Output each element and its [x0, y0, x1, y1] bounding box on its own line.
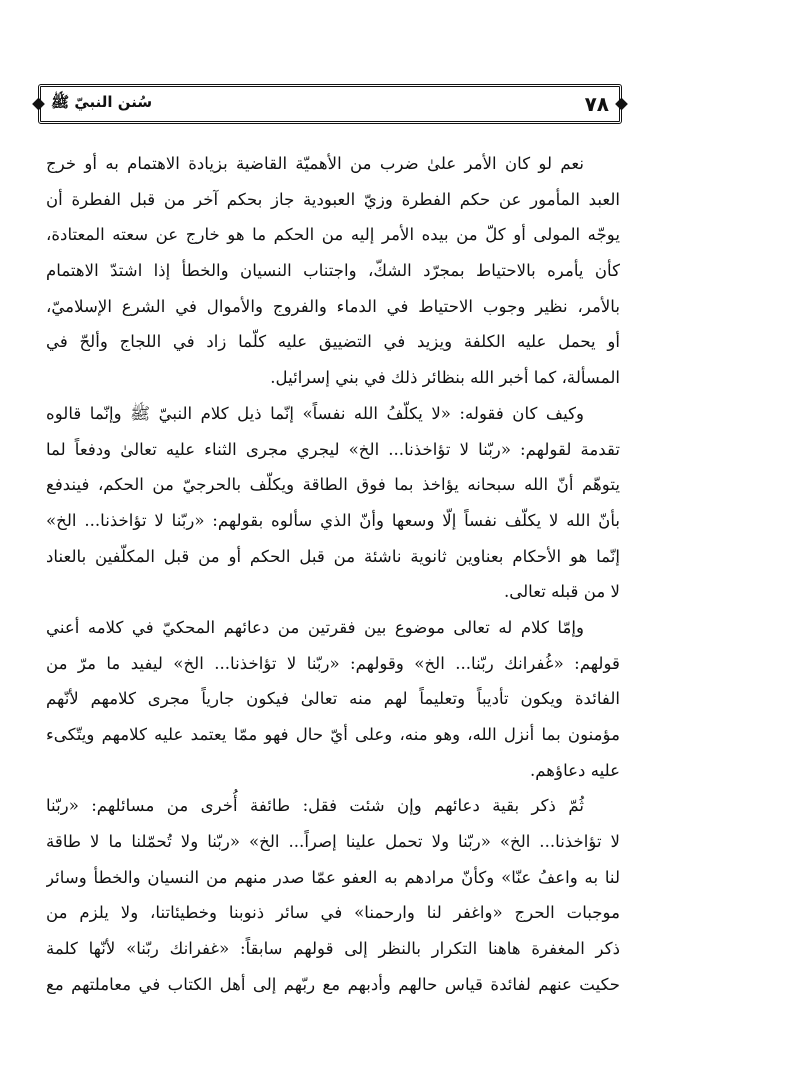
text-line: عليه دعاؤهم. — [529, 760, 620, 780]
text-line: يتوهّم أنّ الله سبحانه يؤاخذ بما فوق الطاقة ويكلّف بالحرجيّ من الحكم، فيندفع — [46, 475, 620, 495]
text-line: لا من قبله تعالى. — [504, 582, 620, 602]
text-line: موجبات الحرج «واغفر لنا وارحمنا» في سائر ذنوبنا وخطيئاتنا، ولا يلزم من — [46, 903, 620, 923]
text-line: ثُمّ ذكر بقية دعائهم وإن شئت فقل: طائفة أُخرى من مسائلهم: «ربّنا — [46, 796, 584, 816]
text-line: ذكر المغفرة هاهنا التكرار بالنظر إلى قولهم سابقاً: «غفرانك ربّنا» لأنّها كلمة — [46, 939, 620, 959]
text-line: مؤمنون بما أنزل الله، وهو منه، وعلى أيّ حال فهو ممّا يعتمد عليه كلامهم ويتّكىء — [46, 725, 620, 744]
text-line: لنا به واعفُ عنّا» وكأنّ مرادهم به العفو عمّا صدر منهم من النسيان والخطأ وسائر — [46, 867, 620, 887]
running-header-inner — [51, 87, 609, 121]
text-line: قولهم: «غُفرانك ربّنا... الخ» وقولهم: «ربّنا لا تؤاخذنا... الخ» ليفيد ما مرّ من — [46, 653, 620, 673]
text-line: بأنّ الله لا يكلّف نفساً إلّا وسعها وأنّ الذي سألوه بقولهم: «ربّنا لا تؤاخذنا... الخ» — [46, 510, 620, 530]
text-line: تقدمة لقولهم: «ربّنا لا تؤاخذنا... الخ» ليجري مجرى الثناء عليه تعالىٰ ودفعاً لما — [46, 439, 620, 459]
text-line: لا تؤاخذنا... الخ» «ربّنا ولا تحمل علينا إصراً... الخ» «ربّنا ولا تُحمّلنا ما لا طاقة — [46, 832, 620, 852]
text-line: كأن يأمره بالاحتياط بمجرّد الشكّ، واجتناب النسيان والخطأ إذا اشتدّ الاهتمام — [46, 261, 620, 281]
text-line: وكيف كان فقوله: «لا يكلّفُ الله نفساً» إنّما ذيل كلام النبيّ ﷺ وإنّما قالوه — [46, 403, 584, 423]
text-line: حكيت عنهم لفائدة قياس حالهم وأدبهم مع ربّهم إلى أهل الكتاب في معاملتهم مع — [46, 974, 620, 994]
text-line: نعم لو كان الأمر علىٰ ضرب من الأهميّة القاضية بزيادة الاهتمام به أو خرج — [46, 154, 584, 173]
running-title: سُنن النبيّ ﷺ — [51, 93, 153, 111]
text-line: وإمّا كلام له تعالى موضوع بين فقرتين من دعائهم المحكيّ في كلامه أعني — [46, 617, 584, 637]
text-line: إنّما هو الأحكام بعناوين ثانوية ناشئة من قبل الحكم أو من قبل المكلّفين بالعناد — [46, 546, 620, 566]
text-line: الفائدة ويكون تأديباً وتعليماً لهم منه تعالىٰ فيكون جارياً مجرى كلامهم لأنّهم — [46, 689, 620, 709]
page-number: ٧٨ — [584, 92, 609, 116]
text-line: المسألة، كما أخبر الله بنظائر ذلك في بني إسرائيل. — [270, 368, 620, 388]
text-line: بالأمر، نظير وجوب الاحتياط في الدماء والفروج والأموال في الشرع الإسلاميّ، — [46, 296, 620, 316]
text-line: العبد المأمور عن حكم الفطرة وزيّ العبودية جاز بحكم آخر من قبل الفطرة أن — [46, 189, 620, 209]
text-line: يوجّه المولى أو كلّ من بيده الأمر إليه من الحكم ما هو خارج عن سعته المعتادة، — [46, 225, 620, 245]
running-header — [38, 84, 622, 124]
text-line: أو يحمل عليه الكلفة ويزيد في التضييق عليه كلّما زاد في اللجاج وألحّ في — [46, 332, 620, 352]
text-body — [46, 146, 620, 1003]
